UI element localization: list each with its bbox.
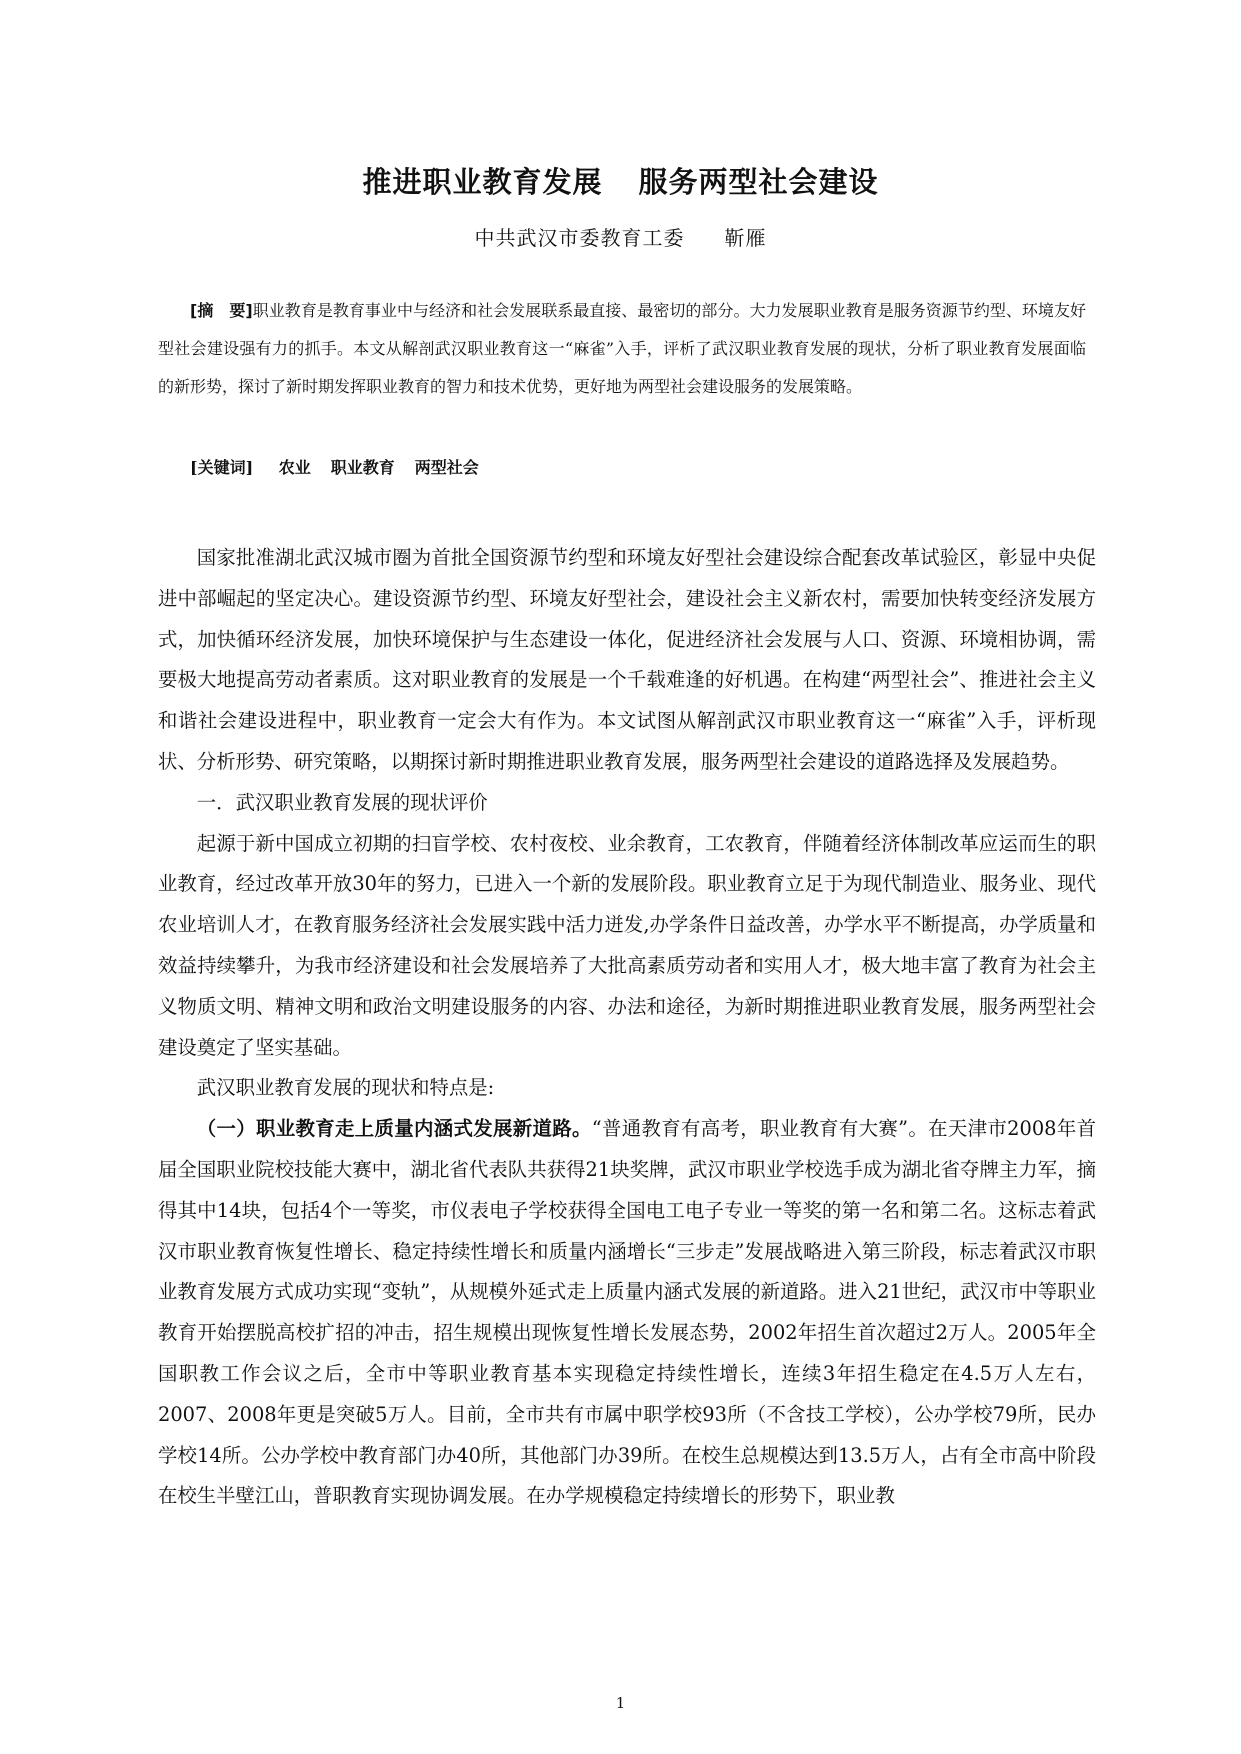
title-part-2: 服务两型社会建设 (638, 165, 879, 199)
byline (0, 222, 1241, 251)
keywords (158, 455, 1086, 478)
paragraph: 武汉职业教育发展的现状和特点是: (196, 1076, 495, 1100)
abstract-label: [摘 要] (190, 301, 253, 320)
body-text (158, 538, 1096, 1517)
keywords-label: [关键词] (190, 458, 254, 477)
abstract-text: 职业教育是教育事业中与经济和社会发展联系最直接、最密切的部分。大力发展职业教育是服务资源节约型、环境友好型社会建设强有力的抓手。本文从解剖武汉职业教育这一“麻雀”入手，评析了武汉职业教育发展的现状，分析了职业教育发展面临的新形势，探讨了新时期发挥职业教育的智力和技术优势，更好地为两型社会建设服务的发展策略。 (158, 301, 1086, 396)
section-heading: 一．武汉职业教育发展的现状评价 (196, 790, 488, 814)
page-number: 1 (615, 1694, 626, 1712)
subsection-heading: （一）职业教育走上质量内涵式发展新道路。 (196, 1117, 592, 1141)
keyword-item: 农业 (278, 458, 311, 477)
paragraph (158, 1109, 1096, 1517)
title-part-1: 推进职业教育发展 (362, 165, 603, 199)
keyword-item: 职业教育 (330, 458, 395, 477)
paragraph-text: “普通教育有高考，职业教育有大赛”。在天津市2008年首届全国职业院校技能大赛中，湖北省代表队共获得21块奖牌，武汉市职业学校选手成为湖北省夺牌主力军，摘得其中14块，包括4个一等奖，市仪表电子学校获得全国电工电子专业一等奖的第一名和第二名。这标志着武汉市职业教育恢复性增长、稳定持续性增长和质量内涵增长“三步走”发展战略进入第三阶段，标志着武汉市职业教育发展方式成功实现“变轨”，从规模外延式走上质量内涵式发展的新道路。进入21世纪，武汉市中等职业教育开始摆脱高校扩招的冲击，招生规模出现恢复性增长发展态势，2002年招生首次超过2万人。2005年全国职教工作会议之后，全市中等职业教育基本实现稳定持续性增长，连续3年招生稳定在4.5万人左右，2007、2008年更是突破5万人。目前，全市共有市属中职学校93所（不含技工学校），公办学校79所，民办学校14所。公办学校中教育部门办40所，其他部门办39所。在校生总规模达到13.5万人，占有全市高中阶段在校生半壁江山，普职教育实现协调发展。在办学规模稳定持续增长的形势下，职业教 (158, 1117, 1096, 1508)
paragraph: 国家批准湖北武汉城市圈为首批全国资源节约型和环境友好型社会建设综合配套改革试验区，彰显中央促进中部崛起的坚定决心。建设资源节约型、环境友好型社会，建设社会主义新农村，需要加快转变经济发展方式，加快循环经济发展，加快环境保护与生态建设一体化，促进经济社会发展与人口、资源、环境相协调，需要极大地提高劳动者素质。这对职业教育的发展是一个千载难逢的好机遇。在构建“两型社会”、推进社会主义和谐社会建设进程中，职业教育一定会大有作为。本文试图从解剖武汉市职业教育这一“麻雀”入手，评析现状、分析形势、研究策略，以期探讨新时期推进职业教育发展，服务两型社会建设的道路选择及发展趋势。 (158, 546, 1096, 773)
paragraph: 起源于新中国成立初期的扫盲学校、农村夜校、业余教育，工农教育，伴随着经济体制改革应运而生的职业教育，经过改革开放30年的努力，已进入一个新的发展阶段。职业教育立足于为现代制造业、服务业、现代农业培训人才，在教育服务经济社会发展实践中活力迸发,办学条件日益改善，办学水平不断提高，办学质量和效益持续攀升，为我市经济建设和社会发展培养了大批高素质劳动者和实用人才，极大地丰富了教育为社会主义物质文明、精神文明和政治文明建设服务的内容、办法和途径，为新时期推进职业教育发展，服务两型社会建设奠定了坚实基础。 (158, 831, 1096, 1059)
author-organization: 中共武汉市委教育工委 (474, 226, 685, 250)
author-name: 靳雁 (724, 226, 767, 250)
keyword-item: 两型社会 (414, 458, 479, 477)
abstract (158, 292, 1086, 406)
page-title (0, 160, 1241, 201)
